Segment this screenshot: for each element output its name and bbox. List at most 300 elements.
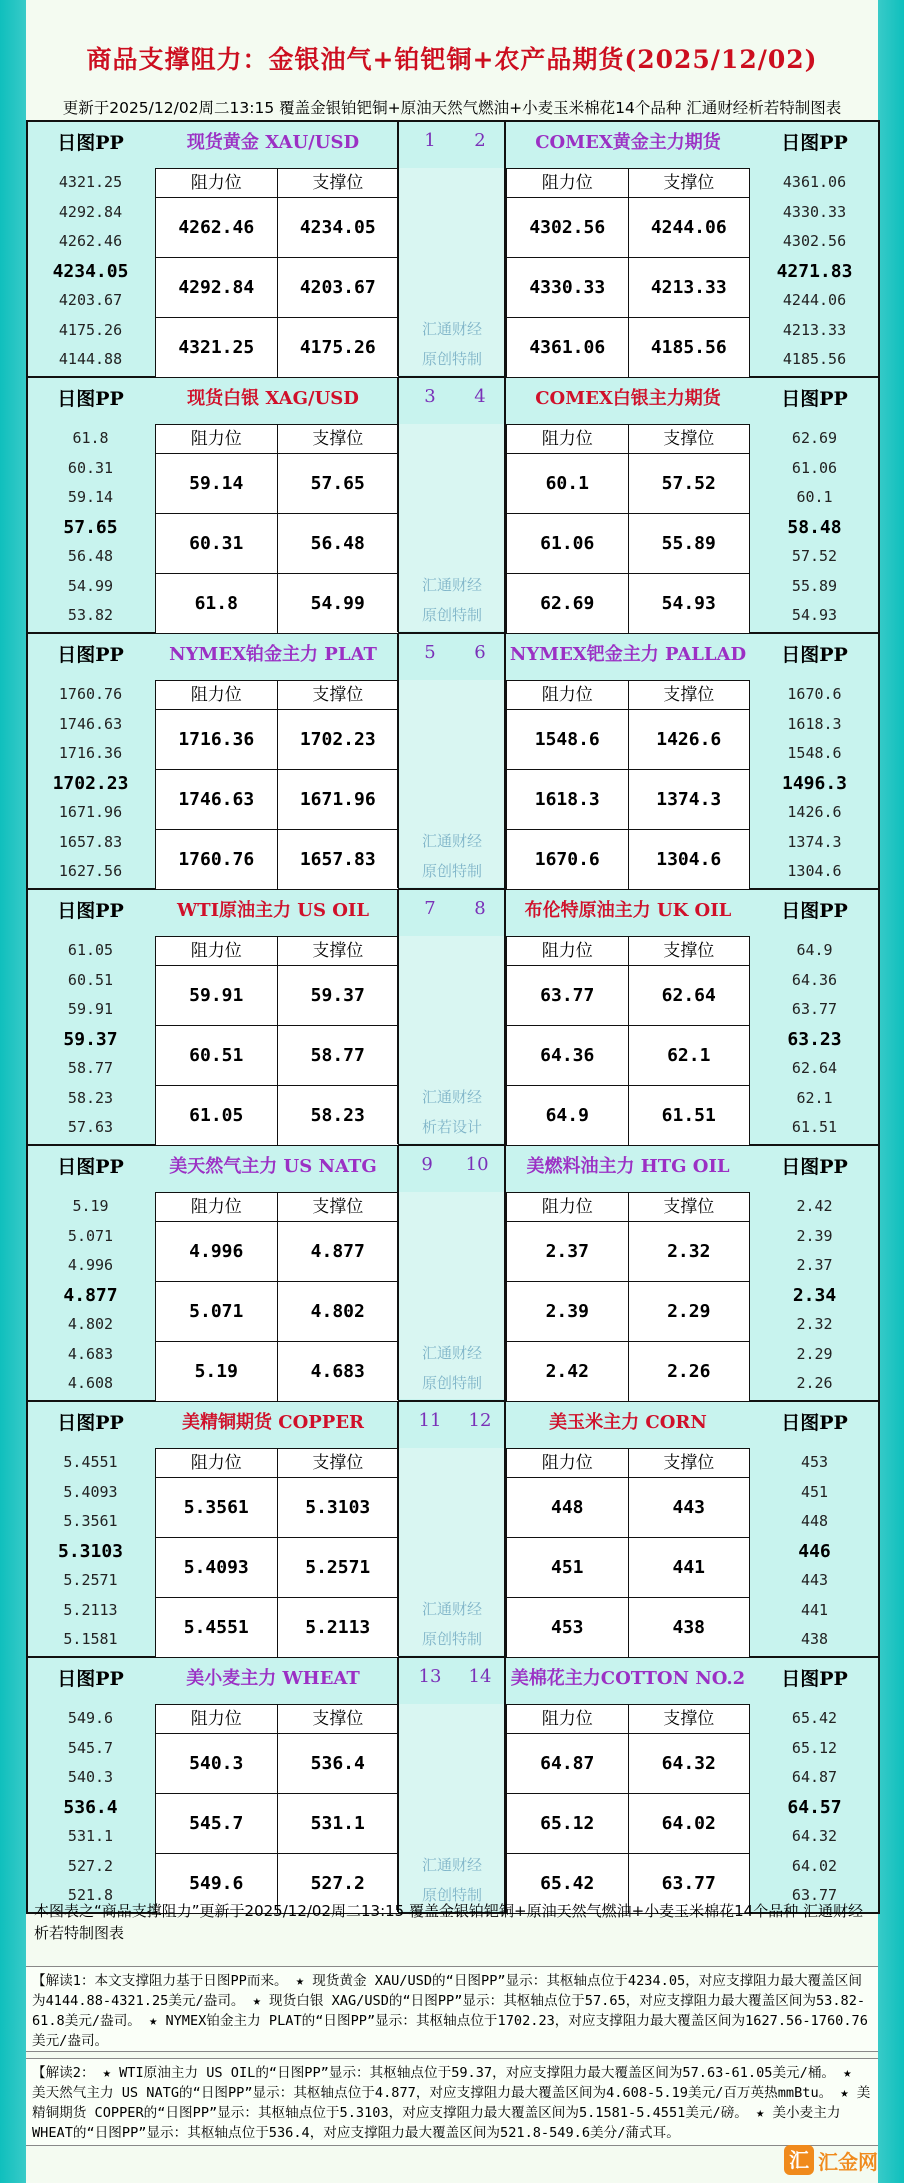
- pivot-header: 日图PP: [57, 1156, 124, 1178]
- commodity-section: [28, 1146, 878, 1402]
- levels-row: [507, 1794, 749, 1854]
- pivot-column-right: [752, 890, 877, 1144]
- pivot-value: 4203.67: [58, 291, 123, 309]
- levels-grid-left: [155, 936, 399, 1146]
- support-header: 支撑位: [312, 1709, 364, 1729]
- instrument-name-right: 美棉花主力COTTON NO.2: [510, 1668, 746, 1689]
- pivot-list: [752, 424, 877, 631]
- pivot-value: 4244.06: [782, 291, 847, 309]
- pivot-value: 5.4093: [63, 1482, 118, 1501]
- watermark-line-2: 原创特制: [421, 1886, 482, 1904]
- levels-header: [507, 1449, 749, 1478]
- section-numbers: [405, 642, 505, 663]
- levels-row: [507, 770, 749, 830]
- pivot-value: 4321.25: [58, 173, 123, 191]
- resistance-value: 549.6: [156, 1854, 278, 1913]
- watermark-line-2: 原创特制: [421, 606, 482, 624]
- commodity-section: [28, 1658, 878, 1912]
- section-numbers: [405, 130, 505, 151]
- support-value: 441: [672, 1557, 705, 1578]
- pivot-value: 4213.33: [782, 320, 847, 339]
- explanation-1: 【解读1：本文支撑阻力基于日图PP而来。 ★ 现货黄金 XAU/USD的“日图PP”显示：其枢轴点位于4234.05，对应支撑阻力最大覆盖区间为4144.88-4321.25美元/盎司。 ★ 现货白银 XAG/USD的“日图PP”显示：其枢轴点位于57.65，对应支撑阻力最大覆盖区间为53.82-61.8美元/盎司。 ★ NYMEX铂金主力 PLAT的“日图PP”显示：其枢轴点位于1702.23，对应支撑阻力最大覆盖区间为1627.56-1760.76美元/盎司。: [26, 1966, 878, 2052]
- section-number: 10: [465, 1154, 489, 1175]
- pivot-value: 60.51: [67, 970, 114, 989]
- support-value: 2.26: [667, 1361, 711, 1382]
- section-number: 13: [418, 1666, 442, 1687]
- resistance-value: 61.06: [507, 514, 629, 573]
- pivot-value: 5.3561: [63, 1512, 118, 1530]
- divider: [504, 122, 506, 376]
- pivot-value: 56.48: [67, 547, 114, 565]
- levels-grid-right: [506, 1192, 750, 1402]
- resistance-header: 阻力位: [156, 1449, 278, 1477]
- pivot-value: 5.2571: [63, 1571, 118, 1589]
- footer-note: 本图表之“商品支撑阻力”更新于2025/12/02周二13:15 覆盖金银铂钯铜+原油天然气燃油+小麦玉米棉花14个品种 汇通财经析若特制图表: [34, 1902, 863, 1942]
- support-value: 1657.83: [299, 849, 376, 870]
- pivot-column-right: [752, 634, 877, 888]
- section-number: 4: [474, 386, 486, 407]
- pivot-value: 4.683: [67, 1344, 114, 1363]
- pivot-column-right: [752, 122, 877, 376]
- support-header: 支撑位: [663, 941, 715, 961]
- support-value: 4175.26: [299, 337, 376, 358]
- pivot-list: [752, 1704, 877, 1911]
- pivot-value: 4.608: [67, 1374, 114, 1392]
- pivot-value: 57.65: [63, 516, 118, 538]
- resistance-header: 阻力位: [156, 937, 278, 965]
- levels-header: [507, 1193, 749, 1222]
- support-header: 支撑位: [663, 1453, 715, 1473]
- divider: [397, 634, 399, 888]
- watermark-line-2: 析若设计: [421, 1118, 482, 1136]
- pivot-value: 540.3: [67, 1768, 114, 1786]
- resistance-value: 4262.46: [156, 198, 278, 257]
- pivot-value: 441: [800, 1600, 829, 1619]
- pivot-value: 1671.96: [58, 803, 123, 821]
- resistance-header: 阻力位: [156, 1705, 278, 1733]
- levels-grid-left: [155, 1192, 399, 1402]
- pivot-value: 521.8: [67, 1886, 114, 1904]
- pivot-value: 1426.6: [787, 803, 842, 821]
- pivot-value: 545.7: [67, 1738, 114, 1757]
- pivot-value: 58.48: [787, 516, 842, 538]
- support-value: 57.52: [661, 473, 716, 494]
- support-value: 56.48: [310, 533, 365, 554]
- pivot-value: 62.69: [791, 429, 838, 447]
- pivot-value: 59.37: [63, 1028, 118, 1050]
- support-value: 64.32: [661, 1753, 716, 1774]
- section-number: 6: [474, 642, 486, 663]
- pivot-value: 531.1: [67, 1827, 114, 1845]
- pivot-value: 61.8: [72, 429, 109, 447]
- levels-table: [26, 120, 880, 1914]
- pivot-column-left: [28, 1658, 153, 1912]
- support-header: 支撑位: [663, 173, 715, 193]
- pivot-value: 5.3103: [57, 1540, 124, 1562]
- pivot-value: 57.63: [67, 1118, 114, 1136]
- support-value: 64.02: [661, 1813, 716, 1834]
- levels-grid-left: [155, 168, 399, 378]
- levels-row: [507, 1478, 749, 1538]
- support-value: 61.51: [661, 1105, 716, 1126]
- divider: [504, 1658, 506, 1912]
- pivot-list: [28, 936, 153, 1143]
- levels-row: [156, 1734, 398, 1794]
- levels-row: [507, 966, 749, 1026]
- watermark-band: [399, 168, 505, 375]
- pivot-column-right: [752, 1402, 877, 1656]
- pivot-column-right: [752, 1146, 877, 1400]
- pivot-list: [28, 168, 153, 375]
- pivot-list: [28, 1448, 153, 1655]
- instrument-name-left: 美小麦主力 WHEAT: [186, 1668, 360, 1689]
- pivot-header: 日图PP: [781, 900, 848, 922]
- pivot-value: 448: [800, 1512, 829, 1530]
- support-header: 支撑位: [312, 1197, 364, 1217]
- support-header: 支撑位: [663, 1709, 715, 1729]
- section-number: 7: [424, 898, 436, 919]
- pivot-value: 549.6: [67, 1709, 114, 1727]
- pivot-value: 60.1: [796, 488, 833, 506]
- watermark-line-2: 原创特制: [421, 862, 482, 880]
- pivot-value: 61.06: [791, 458, 838, 477]
- levels-header: [156, 425, 398, 454]
- levels-row: [507, 1282, 749, 1342]
- pivot-header: 日图PP: [57, 1412, 124, 1434]
- levels-row: [507, 1026, 749, 1086]
- pivot-value: 4234.05: [52, 260, 129, 282]
- support-value: 4185.56: [650, 337, 727, 358]
- support-value: 57.65: [310, 473, 365, 494]
- pivot-value: 2.39: [796, 1226, 833, 1245]
- resistance-value: 60.1: [507, 454, 629, 513]
- resistance-value: 62.69: [507, 574, 629, 633]
- pivot-header: 日图PP: [57, 1668, 124, 1690]
- pivot-list: [752, 680, 877, 887]
- support-value: 2.29: [667, 1301, 711, 1322]
- resistance-value: 65.12: [507, 1794, 629, 1853]
- pivot-value: 4271.83: [776, 260, 853, 282]
- pivot-header: 日图PP: [57, 644, 124, 666]
- support-value: 63.77: [661, 1873, 716, 1894]
- resistance-value: 60.31: [156, 514, 278, 573]
- watermark-band: [399, 1448, 505, 1655]
- resistance-value: 448: [507, 1478, 629, 1537]
- pivot-value: 527.2: [67, 1856, 114, 1875]
- resistance-header: 阻力位: [507, 681, 629, 709]
- levels-header: [156, 169, 398, 198]
- pivot-value: 451: [800, 1482, 829, 1501]
- levels-header: [156, 1449, 398, 1478]
- support-value: 59.37: [310, 985, 365, 1006]
- pivot-value: 62.1: [796, 1088, 833, 1107]
- resistance-value: 1618.3: [507, 770, 629, 829]
- levels-row: [156, 454, 398, 514]
- pivot-value: 1746.63: [58, 714, 123, 733]
- divider: [504, 1146, 506, 1400]
- levels-header: [507, 1705, 749, 1734]
- support-value: 5.3103: [305, 1497, 371, 1518]
- pivot-value: 4361.06: [782, 173, 847, 191]
- pivot-value: 64.57: [787, 1796, 842, 1818]
- support-value: 62.64: [661, 985, 716, 1006]
- watermark-line-1: 汇通财经: [421, 1344, 482, 1362]
- divider: [397, 122, 399, 376]
- pivot-value: 4144.88: [58, 350, 123, 368]
- pivot-value: 4262.46: [58, 232, 123, 250]
- pivot-value: 55.89: [791, 576, 838, 595]
- pivot-column-left: [28, 378, 153, 632]
- watermark-band: [399, 1192, 505, 1399]
- pivot-value: 1670.6: [787, 685, 842, 703]
- levels-grid-left: [155, 424, 399, 634]
- pivot-value: 5.071: [67, 1226, 114, 1245]
- resistance-value: 5.4551: [156, 1598, 278, 1657]
- levels-grid-right: [506, 424, 750, 634]
- section-numbers: [405, 386, 505, 407]
- pivot-value: 64.32: [791, 1827, 838, 1845]
- levels-header: [156, 1193, 398, 1222]
- support-value: 54.99: [310, 593, 365, 614]
- section-numbers: [405, 1154, 505, 1175]
- levels-row: [156, 1282, 398, 1342]
- support-value: 62.1: [667, 1045, 711, 1066]
- site-logo[interactable]: [784, 2142, 894, 2178]
- resistance-value: 545.7: [156, 1794, 278, 1853]
- resistance-value: 4321.25: [156, 318, 278, 377]
- watermark-band: [399, 424, 505, 631]
- support-value: 1702.23: [299, 729, 376, 750]
- pivot-value: 438: [800, 1630, 829, 1648]
- support-value: 4203.67: [299, 277, 376, 298]
- support-value: 4234.05: [299, 217, 376, 238]
- resistance-header: 阻力位: [156, 681, 278, 709]
- levels-row: [507, 830, 749, 889]
- divider: [504, 378, 506, 632]
- pivot-value: 2.32: [796, 1315, 833, 1333]
- levels-row: [507, 1086, 749, 1145]
- resistance-value: 451: [507, 1538, 629, 1597]
- pivot-value: 64.9: [796, 941, 833, 959]
- divider: [504, 1402, 506, 1656]
- pivot-list: [28, 1704, 153, 1911]
- pivot-header: 日图PP: [781, 1412, 848, 1434]
- pivot-value: 5.2113: [63, 1600, 118, 1619]
- divider: [397, 1402, 399, 1656]
- resistance-value: 1670.6: [507, 830, 629, 889]
- support-value: 5.2571: [305, 1557, 371, 1578]
- pivot-value: 1760.76: [58, 685, 123, 703]
- watermark-band: [399, 680, 505, 887]
- resistance-value: 4302.56: [507, 198, 629, 257]
- support-value: 4244.06: [650, 217, 727, 238]
- pivot-header: 日图PP: [57, 132, 124, 154]
- section-numbers: [405, 1666, 505, 1687]
- pivot-value: 54.99: [67, 576, 114, 595]
- levels-row: [156, 258, 398, 318]
- section-number: 1: [424, 130, 436, 151]
- levels-row: [156, 198, 398, 258]
- resistance-value: 1746.63: [156, 770, 278, 829]
- resistance-header: 阻力位: [156, 1193, 278, 1221]
- levels-row: [156, 830, 398, 889]
- pivot-list: [752, 168, 877, 375]
- levels-grid-right: [506, 680, 750, 890]
- resistance-header: 阻力位: [507, 1449, 629, 1477]
- watermark-line-1: 汇通财经: [421, 1856, 482, 1874]
- resistance-value: 1716.36: [156, 710, 278, 769]
- pivot-value: 1702.23: [52, 772, 129, 794]
- resistance-value: 4292.84: [156, 258, 278, 317]
- levels-header: [156, 937, 398, 966]
- watermark-line-2: 原创特制: [421, 1630, 482, 1648]
- pivot-value: 57.52: [791, 547, 838, 565]
- levels-row: [156, 1794, 398, 1854]
- resistance-value: 453: [507, 1598, 629, 1657]
- pivot-value: 1618.3: [787, 714, 842, 733]
- commodity-section: [28, 634, 878, 890]
- levels-row: [507, 1734, 749, 1794]
- resistance-value: 540.3: [156, 1734, 278, 1793]
- section-number: 9: [421, 1154, 433, 1175]
- resistance-header: 阻力位: [156, 425, 278, 453]
- levels-header: [156, 681, 398, 710]
- levels-row: [507, 574, 749, 633]
- instrument-name-left: 美精铜期货 COPPER: [181, 1412, 365, 1433]
- pivot-value: 2.29: [796, 1344, 833, 1363]
- instrument-name-right: 布伦特原油主力 UK OIL: [524, 900, 732, 921]
- section-number: 11: [418, 1410, 442, 1431]
- resistance-value: 2.42: [507, 1342, 629, 1401]
- commodity-section: [28, 1402, 878, 1658]
- pivot-value: 64.87: [791, 1768, 838, 1786]
- resistance-value: 5.3561: [156, 1478, 278, 1537]
- resistance-value: 64.87: [507, 1734, 629, 1793]
- section-numbers: [405, 1410, 505, 1431]
- pivot-value: 58.77: [67, 1059, 114, 1077]
- pivot-value: 4330.33: [782, 202, 847, 221]
- pivot-column-left: [28, 890, 153, 1144]
- resistance-header: 阻力位: [507, 1705, 629, 1733]
- pivot-value: 64.36: [791, 970, 838, 989]
- levels-row: [156, 1222, 398, 1282]
- pivot-value: 5.1581: [63, 1630, 118, 1648]
- page-title: 商品支撑阻力：金银油气+铂钯铜+农产品期货(2025/12/02): [86, 45, 818, 74]
- levels-row: [507, 710, 749, 770]
- support-value: 4213.33: [650, 277, 727, 298]
- support-header: 支撑位: [663, 1197, 715, 1217]
- levels-row: [156, 574, 398, 633]
- watermark-line-1: 汇通财经: [421, 576, 482, 594]
- divider: [397, 890, 399, 1144]
- support-value: 1374.3: [656, 789, 722, 810]
- divider: [504, 890, 506, 1144]
- resistance-header: 阻力位: [507, 169, 629, 197]
- levels-header: [507, 937, 749, 966]
- pivot-value: 53.82: [67, 606, 114, 624]
- resistance-value: 63.77: [507, 966, 629, 1025]
- levels-row: [156, 1598, 398, 1657]
- resistance-value: 5.071: [156, 1282, 278, 1341]
- support-value: 2.32: [667, 1241, 711, 1262]
- support-header: 支撑位: [312, 1453, 364, 1473]
- pivot-header: 日图PP: [57, 388, 124, 410]
- pivot-value: 2.26: [796, 1374, 833, 1392]
- support-value: 527.2: [310, 1873, 365, 1894]
- resistance-value: 2.39: [507, 1282, 629, 1341]
- watermark-band: [399, 936, 505, 1143]
- pivot-header: 日图PP: [781, 388, 848, 410]
- pivot-value: 58.23: [67, 1088, 114, 1107]
- instrument-name-right: 美燃料油主力 HTG OIL: [526, 1156, 730, 1177]
- levels-header: [507, 425, 749, 454]
- section-number: 12: [468, 1410, 492, 1431]
- resistance-value: 61.8: [156, 574, 278, 633]
- instrument-name-right: COMEX白银主力期货: [535, 388, 721, 409]
- levels-grid-left: [155, 680, 399, 890]
- pivot-value: 2.37: [796, 1256, 833, 1274]
- divider: [397, 1658, 399, 1912]
- pivot-value: 4292.84: [58, 202, 123, 221]
- levels-row: [156, 1342, 398, 1401]
- pivot-list: [28, 680, 153, 887]
- pivot-value: 4.877: [63, 1284, 118, 1306]
- pivot-value: 4175.26: [58, 320, 123, 339]
- resistance-value: 65.42: [507, 1854, 629, 1913]
- resistance-value: 64.9: [507, 1086, 629, 1145]
- pivot-column-left: [28, 1146, 153, 1400]
- pivot-value: 5.19: [72, 1197, 109, 1215]
- support-value: 55.89: [661, 533, 716, 554]
- support-header: 支撑位: [663, 685, 715, 705]
- resistance-value: 59.91: [156, 966, 278, 1025]
- section-numbers: [405, 898, 505, 919]
- support-value: 58.77: [310, 1045, 365, 1066]
- section-number: 3: [424, 386, 436, 407]
- pivot-value: 4302.56: [782, 232, 847, 250]
- levels-row: [507, 1598, 749, 1657]
- section-number: 8: [474, 898, 486, 919]
- pivot-value: 4.802: [67, 1315, 114, 1333]
- support-header: 支撑位: [312, 685, 364, 705]
- levels-grid-left: [155, 1448, 399, 1658]
- commodity-section: [28, 378, 878, 634]
- levels-row: [507, 1222, 749, 1282]
- watermark-line-2: 原创特制: [421, 1374, 482, 1392]
- levels-grid-left: [155, 1704, 399, 1914]
- pivot-list: [752, 1448, 877, 1655]
- resistance-value: 5.4093: [156, 1538, 278, 1597]
- support-value: 1671.96: [299, 789, 376, 810]
- pivot-value: 4185.56: [782, 350, 847, 368]
- pivot-list: [752, 936, 877, 1143]
- support-value: 531.1: [310, 1813, 365, 1834]
- pivot-header: 日图PP: [781, 644, 848, 666]
- pivot-value: 63.77: [791, 1000, 838, 1018]
- pivot-value: 443: [800, 1571, 829, 1589]
- levels-row: [507, 1342, 749, 1401]
- levels-row: [156, 1026, 398, 1086]
- pivot-value: 5.4551: [63, 1453, 118, 1471]
- levels-row: [507, 258, 749, 318]
- support-value: 1426.6: [656, 729, 722, 750]
- levels-row: [156, 514, 398, 574]
- levels-row: [156, 966, 398, 1026]
- pivot-value: 453: [800, 1453, 829, 1471]
- divider: [397, 378, 399, 632]
- support-value: 438: [672, 1617, 705, 1638]
- support-value: 4.683: [310, 1361, 365, 1382]
